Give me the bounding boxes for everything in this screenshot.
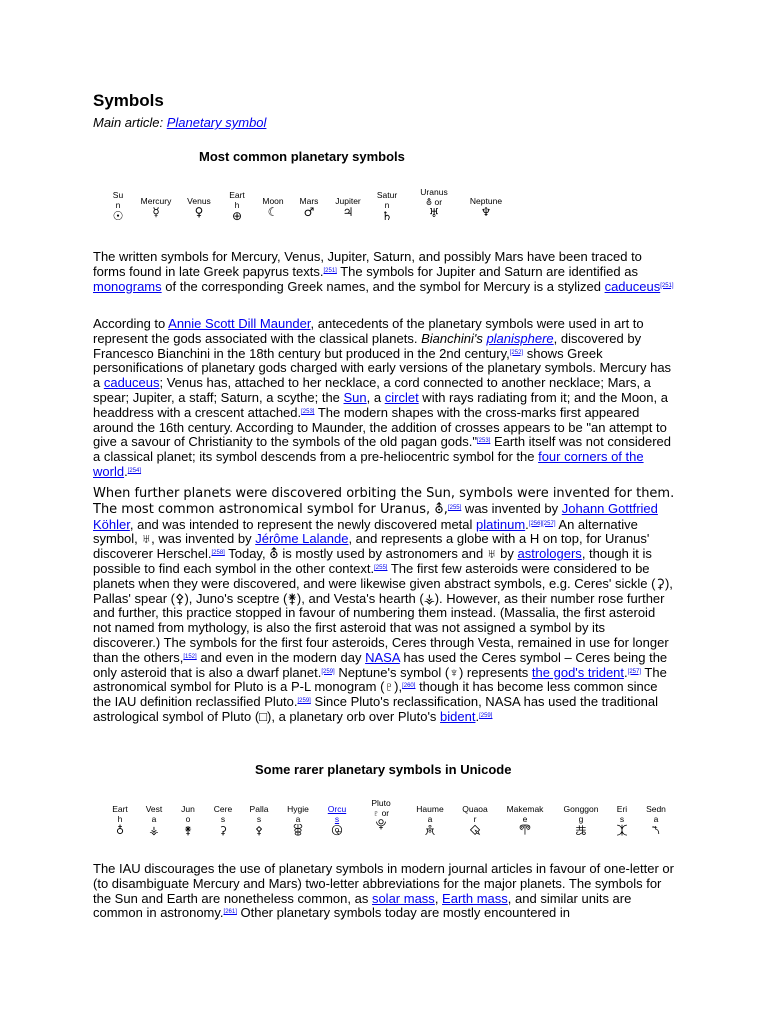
link-kohler[interactable]: Johann Gottfried Köhler bbox=[93, 500, 658, 532]
link-circlet[interactable]: circlet bbox=[384, 389, 419, 405]
rare-symbol-makemake: Makemak e 🝼 bbox=[500, 804, 550, 837]
juno-icon: ⚵ bbox=[183, 824, 193, 837]
ref-253-b[interactable]: [253] bbox=[477, 438, 491, 445]
rare-symbol-ceres: Cere s ⚳ bbox=[208, 804, 238, 837]
link-astrologers[interactable]: astrologers bbox=[517, 546, 582, 562]
hygiea-icon: ⯚ bbox=[293, 824, 303, 837]
symbol-mercury: Mercury ☿ bbox=[134, 196, 178, 219]
pallas-icon: ⚴ bbox=[254, 824, 264, 837]
link-caduceus[interactable]: caduceus bbox=[604, 278, 661, 294]
earth-icon: ⊕ bbox=[231, 209, 243, 223]
link-monograms[interactable]: monograms bbox=[93, 278, 162, 294]
venus-icon: ♀ bbox=[194, 205, 204, 219]
paragraph-maunder: According to Annie Scott Dill Maunder, antecedents of the planetary symbols were used in art to represent the gods associated with the classical planets. Bianchini's planisphere, discovered by Francesco Bianchini in the 18th century but produced in the 2nd century,[252] shows Greek personifications of planetary gods charged with early versions of the planetary symbols. Mercury has a caduceus; Venus has, attached to her necklace, a cord connected to another necklace; Mars, a spear; Jupiter, a staff; Saturn, a scythe; the Sun, a circlet with rays radiating from it; and the Moon, a headdress with a crescent attached.[253] The modern shapes with the cross-marks first appeared around the 16th century. According to Maunder, the addition of crosses appears to be "an attempt to give a savour of Christianity to the symbols of the old pagan gods."[253] Earth itself was not considered a classical planet; its symbol descends from a pre-heliocentric symbol for the four corners of the world.[254] bbox=[93, 316, 672, 479]
link-earth-mass[interactable]: Earth mass bbox=[442, 890, 508, 906]
rare-symbol-hygiea: Hygie a ⯚ bbox=[282, 804, 314, 837]
symbol-venus: Venus ♀ bbox=[182, 196, 216, 219]
sun-icon: ☉ bbox=[112, 209, 124, 223]
neptune-icon: ♆ bbox=[480, 205, 492, 219]
jupiter-icon: ♃ bbox=[342, 205, 354, 219]
symbol-sun: Su n ☉ bbox=[104, 190, 132, 223]
uranus-icon: ♅ bbox=[428, 206, 440, 220]
link-four-corners[interactable]: four corners of the world bbox=[93, 449, 644, 479]
orcus-icon: 🝿 bbox=[331, 824, 343, 837]
earth-alt-icon: ♁ bbox=[115, 824, 125, 837]
paragraph-iau: The IAU discourages the use of planetary symbols in modern journal articles in favour of one-letter or (to disambiguate Mercury and Mars) two-letter abbreviations for the major planets. The symbols for the Sun and Earth are nonetheless common, as solar mass, Earth mass, and similar units are common in astronomy.[261] Other planetary symbols today are mostly encountered in bbox=[93, 861, 674, 921]
ref-259-c[interactable]: [259] bbox=[479, 712, 493, 719]
ref-260[interactable]: [260] bbox=[402, 683, 416, 690]
ceres-icon: ⚳ bbox=[218, 824, 228, 837]
link-platinum[interactable]: platinum bbox=[476, 516, 526, 532]
ref-251-b[interactable]: [251] bbox=[660, 282, 674, 289]
eris-icon: ⯰ bbox=[616, 824, 628, 837]
rare-symbol-pallas: Palla s ⚴ bbox=[244, 804, 274, 837]
ref-253[interactable]: [253] bbox=[301, 408, 315, 415]
common-symbols-caption: Most common planetary symbols bbox=[199, 149, 405, 164]
main-article-link[interactable]: Planetary symbol bbox=[166, 115, 267, 130]
main-article-prefix: Main article: bbox=[93, 115, 167, 130]
rare-symbol-gonggong: Gonggon g 🝽 bbox=[556, 804, 606, 837]
link-orcus[interactable]: Orcu bbox=[327, 804, 347, 814]
sedna-icon: ⯲ bbox=[652, 824, 660, 837]
link-solar-mass[interactable]: solar mass bbox=[371, 890, 435, 906]
moon-icon: ☾ bbox=[267, 205, 279, 219]
link-planisphere[interactable]: planisphere bbox=[486, 330, 554, 346]
rare-symbol-juno: Jun o ⚵ bbox=[174, 804, 202, 837]
rare-symbol-eris: Eri s ⯰ bbox=[610, 804, 634, 837]
symbol-moon: Moon ☾ bbox=[256, 196, 290, 219]
main-article-note bbox=[93, 115, 266, 130]
ref-255[interactable]: [255] bbox=[447, 504, 462, 511]
link-caduceus-2[interactable]: caduceus bbox=[103, 375, 160, 391]
saturn-icon: ♄ bbox=[381, 209, 393, 223]
ref-255-b[interactable]: [255] bbox=[374, 564, 388, 571]
rare-symbol-sedna: Sedn a ⯲ bbox=[640, 804, 672, 837]
pluto-icon: ⯓ bbox=[375, 818, 387, 831]
makemake-icon: 🝼 bbox=[519, 824, 531, 837]
symbol-mars: Mars ♂ bbox=[292, 196, 326, 219]
paragraph-origins: The written symbols for Mercury, Venus, Jupiter, Saturn, and possibly Mars have been traced to forms found in late Greek papyrus texts.[251] The symbols for Jupiter and Saturn are identified as monograms of the corresponding Greek names, and the symbol for Mercury is a stylized caduceus[251] bbox=[93, 249, 674, 294]
symbol-neptune: Neptune ♆ bbox=[462, 196, 510, 219]
rare-symbols-caption: Some rarer planetary symbols in Unicode bbox=[255, 762, 512, 777]
symbol-jupiter: Jupiter ♃ bbox=[328, 196, 368, 219]
ref-258[interactable]: [258] bbox=[211, 550, 225, 557]
rare-symbol-haumea: Haume a 🝻 bbox=[410, 804, 450, 837]
ref-251[interactable]: [251] bbox=[323, 267, 337, 274]
ref-252[interactable]: [252] bbox=[509, 349, 524, 356]
rare-symbol-earth: Eart h ♁ bbox=[106, 804, 134, 837]
ref-254[interactable]: [254] bbox=[127, 467, 142, 474]
link-annie-maunder[interactable]: Annie Scott Dill Maunder bbox=[168, 316, 311, 331]
link-lalande[interactable]: Jérôme Lalande bbox=[255, 531, 349, 547]
ref-259-b[interactable]: [259] bbox=[297, 698, 311, 705]
rare-symbol-orcus bbox=[322, 804, 352, 837]
link-gods-trident[interactable]: the god's trident bbox=[531, 664, 625, 680]
paragraph-new-planets: When further planets were discovered orbiting the Sun, symbols were invented for them. The most common astronomical symbol for Uranus, ⛢,[255] was invented by Johann Gottfried Köhler, and was intended to represent the newly discovered metal platinum.[256][257] An alternative symbol, ♅, was invented by Jérôme Lalande, and represents a globe with a H on top, for Uranus' discoverer Herschel.[258] Today, ⛢ is mostly used by astronomers and ♅ by astrologers, though it is possible to find each symbol in the other context.[255] The first few asteroids were considered to be planets when they were discovered, and were likewise given abstract symbols, e.g. Ceres' sickle (⚳), Pallas' spear (⚴), Juno's sceptre (⚵), and Vesta's hearth (⚶). However, as their number rose further and further, this practice stopped in favour of numbering them instead. (Massalia, the first asteroid not named from mythology, is also the first asteroid that was not assigned a symbol by its discoverer.) The symbols for the first four asteroids, Ceres through Vesta, remained in use for longer than the others,[152] and even in the modern day NASA has used the Ceres symbol – Ceres being the only asteroid that is also a dwarf planet.[259] Neptune's symbol (♆) represents the god's trident.[257] The astronomical symbol for Pluto is a P-L monogram (♇),[260] though it has become less common since the IAU definition reclassified Pluto.[259] Since Pluto's reclassification, NASA has used the traditional astrological symbol of Pluto (□), a planetary orb over Pluto's bident.[259] bbox=[93, 486, 675, 724]
mars-icon: ♂ bbox=[303, 205, 315, 219]
quaoar-icon: 🝾 bbox=[469, 824, 481, 837]
rare-symbol-pluto: Pluto ♇ or ⯓ bbox=[364, 798, 398, 831]
link-nasa[interactable]: NASA bbox=[365, 649, 400, 665]
section-heading: Symbols bbox=[93, 91, 164, 110]
link-sun[interactable]: Sun bbox=[343, 389, 367, 405]
ref-256-257[interactable]: [256][257] bbox=[528, 520, 556, 527]
symbol-saturn: Satur n ♄ bbox=[372, 190, 402, 223]
link-bident[interactable]: bident bbox=[440, 708, 476, 724]
ref-152[interactable]: [152] bbox=[183, 653, 197, 660]
link-orcus-2[interactable]: s bbox=[334, 814, 340, 824]
rare-symbol-quaoar: Quaoa r 🝾 bbox=[456, 804, 494, 837]
gonggong-icon: 🝽 bbox=[575, 824, 587, 837]
ref-259[interactable]: [259] bbox=[321, 668, 335, 675]
vesta-icon: ⚶ bbox=[149, 824, 159, 837]
haumea-icon: 🝻 bbox=[424, 824, 436, 837]
symbol-earth: Eart h ⊕ bbox=[222, 190, 252, 223]
mercury-icon: ☿ bbox=[152, 205, 160, 219]
rare-symbol-vesta: Vest a ⚶ bbox=[140, 804, 168, 837]
ref-257[interactable]: [257] bbox=[627, 668, 642, 675]
symbol-uranus: Uranus ⛢ or ♅ bbox=[414, 187, 454, 220]
ref-261[interactable]: [261] bbox=[223, 909, 237, 916]
